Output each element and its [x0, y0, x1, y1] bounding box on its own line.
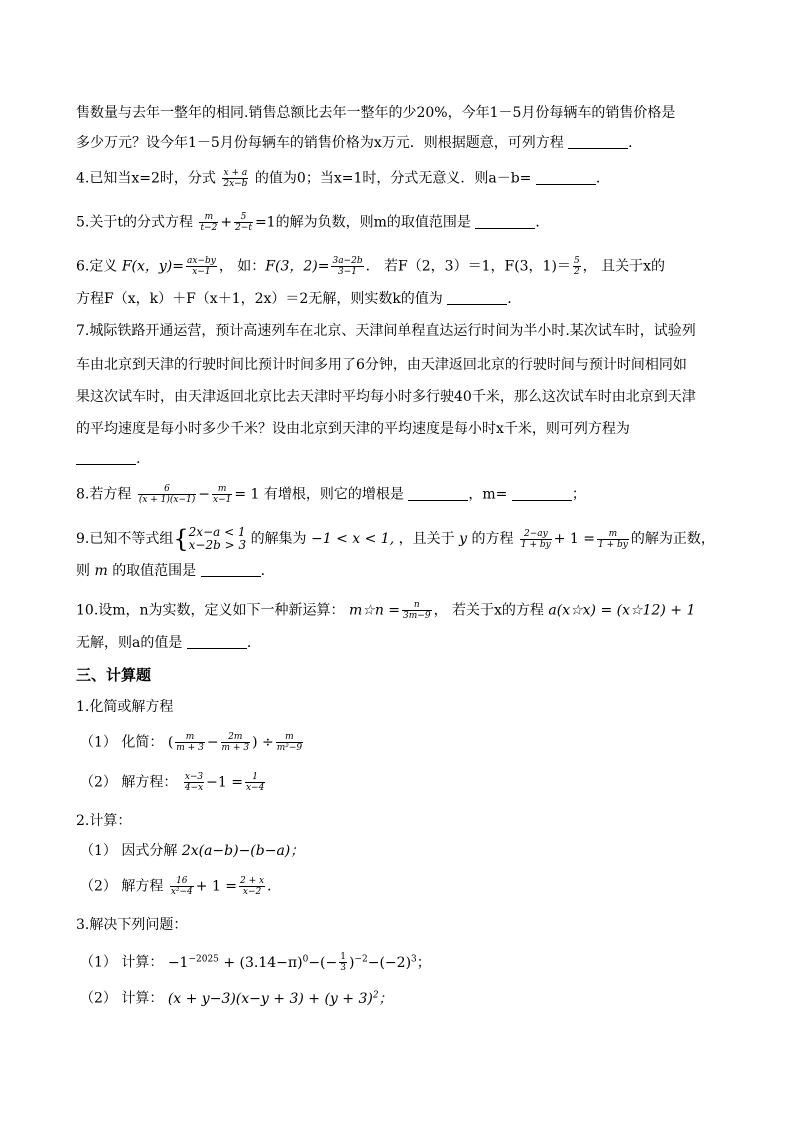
- problem-2-heading: 2.计算：: [76, 813, 132, 829]
- text: 的方程: [471, 531, 514, 547]
- fraction: $\frac{2-ay}{1 + by}$: [520, 528, 551, 550]
- answer-line: [76, 450, 140, 468]
- fraction: $\frac{m}{1 + by}$: [598, 528, 628, 550]
- text: 有增根，则它的增根是: [263, 486, 404, 503]
- math-expression: + 1 =: [195, 878, 238, 895]
- text: ，且关于: [398, 531, 455, 547]
- fraction: $\frac{3a-2b}{3-1}$: [332, 256, 363, 277]
- text: 无解，则a的值是: [76, 635, 183, 651]
- problem-3-part-1: [80, 950, 431, 973]
- text: .: [260, 563, 266, 579]
- text: （2） 解方程: [80, 878, 164, 895]
- question-9: [76, 526, 715, 552]
- text: （1） 因式分解: [80, 843, 178, 859]
- text: .: [136, 451, 141, 467]
- fraction: $\frac{5}{2-t}$: [235, 212, 252, 233]
- problem-3-part-2: [80, 986, 393, 1008]
- question-10-line-2: [76, 634, 261, 652]
- math-operator: −: [198, 486, 210, 503]
- text-line: 的平均速度是每小时多少千米？设由北京到天津的平均速度是每小时x千米，则可列方程为: [76, 421, 630, 437]
- fraction: $\frac{1}{x-4}$: [245, 772, 265, 793]
- text: 10.设m，n为实数，定义如下一种新运算：: [76, 602, 345, 619]
- fraction: $\frac{1}{3}$: [340, 952, 346, 974]
- text: =1的解为负数，则m的取值范围是: [254, 214, 471, 231]
- text: ．: [595, 170, 610, 187]
- math-expression: $(x + y-3)(x-y + 3) + (y + 3)^2$；: [167, 990, 393, 1007]
- question-9-line-2: [76, 562, 265, 580]
- answer-blank[interactable]: [568, 134, 628, 149]
- inequality-system: 2x−a < 1 x−2b > 3: [188, 525, 247, 552]
- fraction: $\frac{m}{x-1}$: [213, 484, 232, 505]
- fraction: $\frac{n}{3m-9}$: [403, 600, 431, 621]
- text-line: 果这次试车时，由天津返回北京比去天津时平均每小时多行驶40千米，那么这次试车时由北京到天津: [76, 389, 696, 405]
- text: 方程F（x，k）＋F（x＋1，2x）＝2无解，则实数k的值为: [76, 291, 443, 307]
- problem-3-heading: 3.解决下列问题：: [76, 917, 188, 933]
- problem-1-part-2: [80, 772, 267, 793]
- question-5: [76, 212, 549, 233]
- text: ， 如：: [218, 258, 266, 275]
- answer-blank[interactable]: [76, 450, 136, 465]
- text: ， 且关于x的: [582, 258, 666, 275]
- answer-blank[interactable]: [536, 170, 596, 185]
- text: ， 若关于x的方程: [433, 602, 544, 619]
- text-line: 7.城际铁路开通运营，预计高速列车在北京、天津间单程直达运行时间为半小时.某次试车时，试验列: [76, 323, 696, 339]
- text: ．: [535, 214, 550, 231]
- fraction: $\frac{m}{t-2}$: [200, 212, 218, 233]
- text-line: 售数量与去年一整年的相同.销售总额比去年一整年的少20%，今年1－5月份每辆车的销售价格是: [76, 105, 676, 121]
- math-operator: +: [220, 214, 233, 231]
- text: ． 若F（2，3）＝1，F(3，1)＝: [365, 258, 571, 275]
- math-operator: ) ÷: [252, 734, 274, 751]
- text: 8.若方程: [76, 486, 132, 503]
- text: （2） 计算：: [80, 990, 164, 1007]
- text: 则: [76, 563, 90, 579]
- math-expression: m☆n =: [349, 602, 401, 619]
- text: ；: [571, 486, 586, 503]
- math-expression: a(x☆x) = (x☆12) + 1: [548, 602, 696, 619]
- fraction: $\frac{ax-by}{x-1}$: [187, 256, 216, 277]
- text: （2） 解方程：: [80, 774, 178, 791]
- text: 6.定义: [76, 258, 118, 275]
- answer-blank[interactable]: [408, 486, 468, 501]
- fraction: $\frac{2 + x}{x-2}$: [240, 876, 265, 897]
- question-8: [76, 484, 586, 505]
- fraction: $\frac{5}{2}$: [573, 256, 580, 277]
- math-expression: $-1^{-2025} + (3.14-\pi)^0-(-$ $\frac{1}{3}$ )$^{-2}-(-2)^3$；: [167, 952, 431, 974]
- math-expression: F(x，y)=: [121, 258, 184, 275]
- problem-2-part-2: [80, 876, 281, 897]
- math-expression: + 1 =: [553, 531, 596, 547]
- text: 9.已知不等式组: [76, 531, 174, 547]
- math-expression: −1 < x < 1,: [311, 531, 395, 547]
- problem-2-part-1: [80, 842, 304, 860]
- math-expression: 2x(a−b)−(b−a)；: [181, 843, 305, 859]
- fraction: $\frac{m}{\text{m²−9}}$: [276, 732, 303, 753]
- fraction: $\frac{16}{\text{x²−4}}$: [170, 876, 193, 897]
- text: 的取值范围是: [112, 563, 197, 579]
- text: 多少万元？设今年1－5月份每辆车的销售价格为x万元．则根据题意，可列方程: [76, 135, 564, 151]
- answer-blank[interactable]: [201, 562, 261, 577]
- text: 的解集为: [250, 531, 307, 547]
- text-line: 车由北京到天津的行驶时间比预计时间多用了6分钟，由天津返回北京的行驶时间与预计时间相同如: [76, 357, 687, 373]
- math-variable: m: [94, 563, 108, 579]
- brace-icon: {: [173, 525, 189, 553]
- text: ．: [628, 135, 643, 151]
- math-expression: = 1: [234, 486, 260, 503]
- fraction: $\frac{x-3}{4-x}$: [184, 772, 204, 793]
- problem-1-heading: 1.化简或解方程: [76, 699, 174, 715]
- text: ．: [246, 635, 261, 651]
- problem-1-part-1: （1） 化简： ( $\frac{m}{m + 3}$ − $\frac{2m}{m + 3}$ ) ÷ $\frac{m}{\text{m²−9}}$: [80, 732, 303, 753]
- fraction: $\frac{m}{m + 3}$: [176, 732, 204, 753]
- math-expression: F(3，2)=: [265, 258, 330, 275]
- fraction: $\frac{6}{(x + 1)(x-1)}$: [138, 484, 196, 505]
- math-expression: −1 =: [206, 774, 243, 791]
- math-operator: (: [167, 734, 174, 751]
- answer-blank[interactable]: [187, 634, 247, 649]
- section-heading: 三、计算题: [76, 666, 152, 684]
- text: ，m=: [468, 486, 508, 503]
- answer-blank[interactable]: [447, 290, 507, 305]
- text: 的值为0；当x=1时，分式无意义．则a－b=: [254, 170, 532, 187]
- text: （1） 化简：: [80, 734, 164, 751]
- text: （1） 计算：: [80, 954, 164, 971]
- question-4: [76, 168, 610, 189]
- fraction: $\frac{2m}{m + 3}$: [221, 732, 250, 753]
- answer-blank[interactable]: [475, 214, 535, 229]
- question-10: [76, 600, 695, 621]
- answer-blank[interactable]: [512, 486, 572, 501]
- text-line: [76, 134, 642, 152]
- text: ．: [507, 291, 522, 307]
- math-variable: y: [459, 531, 467, 547]
- text: 的解为正数，: [630, 531, 715, 547]
- question-6-line-2: [76, 290, 521, 308]
- text: 5.关于t的分式方程: [76, 214, 193, 231]
- fraction: $\frac{x + a}{2x-b}$: [223, 168, 248, 189]
- text: ．: [267, 878, 282, 895]
- text: 4.已知当x=2时，分式: [76, 170, 216, 187]
- question-6: [76, 256, 665, 277]
